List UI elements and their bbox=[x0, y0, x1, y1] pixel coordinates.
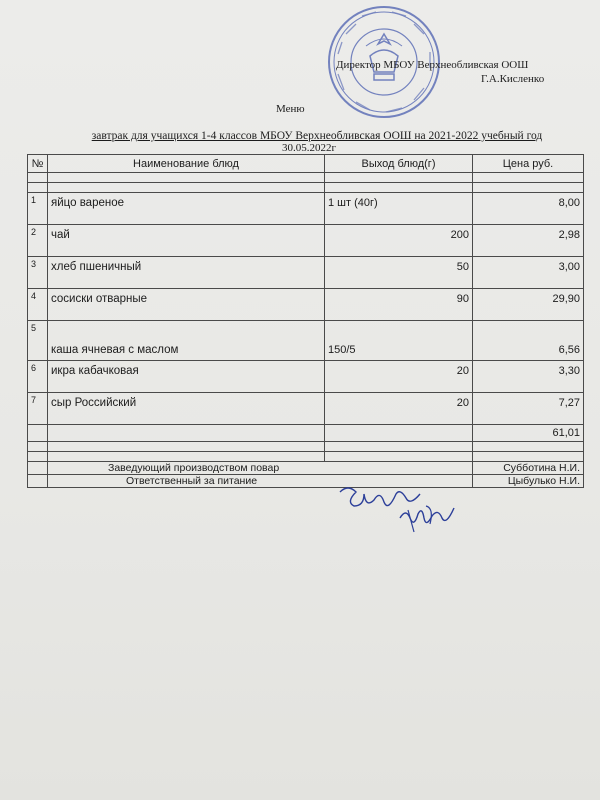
row-output: 150/5 bbox=[325, 321, 473, 361]
row-price: 2,98 bbox=[473, 225, 584, 257]
row-name: икра кабачковая bbox=[48, 361, 325, 393]
table-spacer-row bbox=[28, 173, 584, 183]
row-name: чай bbox=[48, 225, 325, 257]
table-header-row bbox=[28, 155, 584, 173]
table-row bbox=[28, 361, 584, 393]
menu-label: Меню bbox=[276, 103, 305, 115]
table-row bbox=[28, 225, 584, 257]
row-num: 6 bbox=[28, 361, 48, 393]
row-price: 29,90 bbox=[473, 289, 584, 321]
header-name: Наименование блюд bbox=[48, 155, 325, 173]
signature-row-chef bbox=[28, 462, 584, 475]
table-spacer-row bbox=[28, 442, 584, 452]
row-name: каша ячневая с маслом bbox=[48, 321, 325, 361]
row-output: 20 bbox=[325, 393, 473, 425]
table-row bbox=[28, 257, 584, 289]
menu-subtitle: завтрак для учащихся 1-4 классов МБОУ Верхнеобливская ООШ на 2021-2022 учебный год bbox=[91, 130, 543, 142]
row-name: яйцо вареное bbox=[48, 193, 325, 225]
handwritten-signatures bbox=[330, 480, 480, 540]
row-name: хлеб пшеничный bbox=[48, 257, 325, 289]
director-line: Директор МБОУ Верхнеобливская ООШ bbox=[336, 59, 529, 71]
row-output: 20 bbox=[325, 361, 473, 393]
row-price: 3,00 bbox=[473, 257, 584, 289]
table-spacer-row bbox=[28, 183, 584, 193]
row-output: 1 шт (40г) bbox=[325, 193, 473, 225]
nutrition-name: Цыбулько Н.И. bbox=[473, 475, 584, 488]
row-output: 200 bbox=[325, 225, 473, 257]
row-price: 3,30 bbox=[473, 361, 584, 393]
row-num: 4 bbox=[28, 289, 48, 321]
signature-row-nutrition bbox=[28, 475, 584, 488]
row-price: 7,27 bbox=[473, 393, 584, 425]
table-spacer-row bbox=[28, 452, 584, 462]
table-row bbox=[28, 321, 584, 361]
table-row bbox=[28, 393, 584, 425]
director-name: Г.А.Кисленко bbox=[481, 73, 545, 85]
menu-date: 30.05.2022г bbox=[282, 142, 337, 154]
total-price: 61,01 bbox=[473, 425, 584, 442]
total-row bbox=[28, 425, 584, 442]
row-name: сыр Российский bbox=[48, 393, 325, 425]
header-price: Цена руб. bbox=[473, 155, 584, 173]
row-num: 5 bbox=[28, 321, 48, 361]
header-num: № bbox=[28, 155, 48, 173]
row-price: 6,56 bbox=[473, 321, 584, 361]
row-name: сосиски отварные bbox=[48, 289, 325, 321]
chef-role: Заведующий производством повар bbox=[48, 462, 473, 475]
row-num: 3 bbox=[28, 257, 48, 289]
row-num: 7 bbox=[28, 393, 48, 425]
row-num: 1 bbox=[28, 193, 48, 225]
row-num: 2 bbox=[28, 225, 48, 257]
row-price: 8,00 bbox=[473, 193, 584, 225]
chef-name: Субботина Н.И. bbox=[473, 462, 584, 475]
nutrition-role: Ответственный за питание bbox=[48, 475, 473, 488]
row-output: 50 bbox=[325, 257, 473, 289]
menu-table bbox=[27, 154, 584, 488]
table-row bbox=[28, 289, 584, 321]
header-output: Выход блюд(г) bbox=[325, 155, 473, 173]
table-row bbox=[28, 193, 584, 225]
row-output: 90 bbox=[325, 289, 473, 321]
